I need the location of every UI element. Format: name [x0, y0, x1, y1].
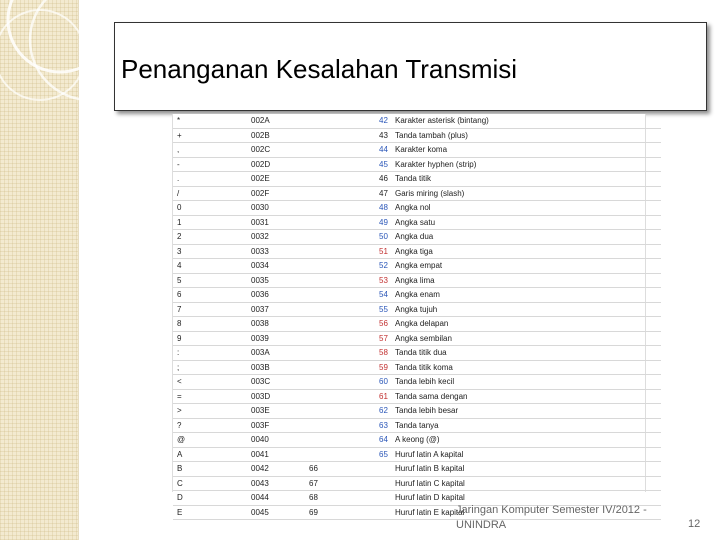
decimal-value: 51: [379, 246, 388, 256]
char-cell: ;: [173, 360, 247, 375]
spacer: [309, 290, 379, 299]
decimal-value: 56: [379, 319, 388, 329]
decimal-cell: [305, 172, 391, 187]
decimal-value: 65: [379, 449, 388, 459]
hex-cell: 0044: [247, 491, 305, 506]
char-cell: D: [173, 491, 247, 506]
char-cell: 3: [173, 244, 247, 259]
decimal-value: 58: [379, 348, 388, 358]
spacer: [309, 131, 379, 140]
char-cell: 7: [173, 302, 247, 317]
char-cell: 8: [173, 317, 247, 332]
decimal-cell: [305, 230, 391, 245]
description-cell: Huruf latin D kapital: [391, 491, 661, 506]
spacer: [309, 363, 379, 372]
spacer: [309, 406, 379, 415]
decimal-cell: [305, 331, 391, 346]
char-cell: =: [173, 389, 247, 404]
description-cell: Karakter asterisk (bintang): [391, 114, 661, 128]
description-cell: Tanda titik koma: [391, 360, 661, 375]
char-cell: 6: [173, 288, 247, 303]
description-cell: Tanda lebih besar: [391, 404, 661, 419]
hex-cell: 003B: [247, 360, 305, 375]
spacer: [309, 232, 379, 241]
decimal-cell: [305, 244, 391, 259]
hex-cell: 003D: [247, 389, 305, 404]
spacer: [309, 189, 379, 198]
decimal-plain: 69: [309, 507, 318, 517]
decimal-cell: [305, 288, 391, 303]
decimal-cell: [305, 360, 391, 375]
hex-cell: 002C: [247, 143, 305, 158]
decimal-plain: 66: [309, 464, 318, 474]
decimal-cell: [305, 375, 391, 390]
spacer: [309, 421, 379, 430]
spacer: [309, 261, 379, 270]
hex-cell: 003C: [247, 375, 305, 390]
decimal-cell: [305, 317, 391, 332]
decimal-cell: [305, 389, 391, 404]
hex-cell: 0031: [247, 215, 305, 230]
hex-cell: 0045: [247, 505, 305, 520]
hex-cell: 002F: [247, 186, 305, 201]
spacer: [309, 218, 379, 227]
decimal-value: 48: [379, 203, 388, 213]
table-row: [173, 143, 661, 158]
table-row: [173, 244, 661, 259]
decimal-cell: [305, 346, 391, 361]
decimal-cell: [305, 433, 391, 448]
table-row: [173, 201, 661, 216]
table-row: [173, 114, 661, 128]
table-row: [173, 259, 661, 274]
hex-cell: 0043: [247, 476, 305, 491]
decimal-value: 44: [379, 145, 388, 155]
decimal-value: 42: [379, 116, 388, 126]
decorative-sidebar: [0, 0, 79, 540]
hex-cell: 0040: [247, 433, 305, 448]
table-row: [173, 215, 661, 230]
hex-cell: 0030: [247, 201, 305, 216]
decimal-cell: [305, 302, 391, 317]
decimal-cell: [305, 418, 391, 433]
table-row: [173, 476, 661, 491]
description-cell: Angka delapan: [391, 317, 661, 332]
char-cell: /: [173, 186, 247, 201]
decimal-value: 47: [379, 188, 388, 198]
hex-cell: 003A: [247, 346, 305, 361]
description-cell: Angka dua: [391, 230, 661, 245]
char-cell: 0: [173, 201, 247, 216]
table-row: [173, 462, 661, 477]
char-cell: ?: [173, 418, 247, 433]
description-cell: Huruf latin A kapital: [391, 447, 661, 462]
spacer: [309, 377, 379, 386]
description-cell: Karakter hyphen (strip): [391, 157, 661, 172]
description-cell: Tanda tanya: [391, 418, 661, 433]
spacer: [309, 160, 379, 169]
description-cell: Angka tujuh: [391, 302, 661, 317]
hex-cell: 002A: [247, 114, 305, 128]
hex-cell: 0039: [247, 331, 305, 346]
decimal-value: 61: [379, 391, 388, 401]
description-cell: Tanda sama dengan: [391, 389, 661, 404]
hex-cell: 0042: [247, 462, 305, 477]
char-cell: @: [173, 433, 247, 448]
decimal-value: 54: [379, 290, 388, 300]
description-cell: Angka nol: [391, 201, 661, 216]
spacer: [309, 276, 379, 285]
decimal-value: 45: [379, 159, 388, 169]
decimal-value: 62: [379, 406, 388, 416]
decimal-value: 50: [379, 232, 388, 242]
description-cell: Tanda tambah (plus): [391, 128, 661, 143]
decimal-cell: [305, 201, 391, 216]
footer-line-1: Jaringan Komputer Semester IV/2012 -: [456, 504, 647, 516]
spacer: [309, 145, 379, 154]
spacer: [309, 305, 379, 314]
table-row: [173, 346, 661, 361]
spacer: [309, 435, 379, 444]
char-cell: 9: [173, 331, 247, 346]
description-cell: Angka empat: [391, 259, 661, 274]
hex-cell: 0032: [247, 230, 305, 245]
decimal-value: 49: [379, 217, 388, 227]
decimal-cell: [305, 114, 391, 128]
hex-cell: 003E: [247, 404, 305, 419]
char-cell: E: [173, 505, 247, 520]
decimal-cell: [305, 476, 391, 491]
slide-title: Penanganan Kesalahan Transmisi: [121, 54, 518, 84]
char-cell: .: [173, 172, 247, 187]
decimal-value: 53: [379, 275, 388, 285]
char-cell: A: [173, 447, 247, 462]
table-row: [173, 331, 661, 346]
decimal-value: 63: [379, 420, 388, 430]
table-row: [173, 128, 661, 143]
spacer: [309, 450, 379, 459]
decimal-value: 59: [379, 362, 388, 372]
table-row: [173, 172, 661, 187]
ascii-table: [173, 114, 661, 520]
spacer: [309, 334, 379, 343]
description-cell: Huruf latin B kapital: [391, 462, 661, 477]
spacer: [309, 174, 379, 183]
char-cell: ,: [173, 143, 247, 158]
description-cell: Huruf latin E kapital: [391, 505, 661, 520]
char-cell: B: [173, 462, 247, 477]
table-row: [173, 447, 661, 462]
char-cell: -: [173, 157, 247, 172]
char-cell: :: [173, 346, 247, 361]
table-row: [173, 389, 661, 404]
hex-cell: 0035: [247, 273, 305, 288]
hex-cell: 0041: [247, 447, 305, 462]
decimal-plain: 67: [309, 478, 318, 488]
description-cell: A keong (@): [391, 433, 661, 448]
decimal-cell: [305, 157, 391, 172]
decimal-value: 52: [379, 261, 388, 271]
table-row: [173, 230, 661, 245]
table-row: [173, 186, 661, 201]
description-cell: Angka enam: [391, 288, 661, 303]
description-cell: Angka satu: [391, 215, 661, 230]
description-cell: Tanda lebih kecil: [391, 375, 661, 390]
char-cell: 1: [173, 215, 247, 230]
decimal-cell: [305, 128, 391, 143]
hex-cell: 002D: [247, 157, 305, 172]
char-cell: +: [173, 128, 247, 143]
hex-cell: 003F: [247, 418, 305, 433]
decimal-cell: [305, 259, 391, 274]
description-cell: Angka lima: [391, 273, 661, 288]
title-box: [114, 22, 707, 111]
spacer: [309, 116, 379, 125]
description-cell: Angka sembilan: [391, 331, 661, 346]
page-number: 12: [688, 518, 701, 530]
char-cell: >: [173, 404, 247, 419]
decimal-cell: [305, 404, 391, 419]
hex-cell: 002B: [247, 128, 305, 143]
table-row: [173, 288, 661, 303]
table-row: [173, 157, 661, 172]
decimal-cell: [305, 273, 391, 288]
spacer: [309, 348, 379, 357]
spacer: [309, 392, 379, 401]
hex-cell: 0036: [247, 288, 305, 303]
description-cell: Garis miring (slash): [391, 186, 661, 201]
hex-cell: 0033: [247, 244, 305, 259]
spacer: [309, 247, 379, 256]
table-row: [173, 302, 661, 317]
table-row: [173, 433, 661, 448]
footer-text: [456, 503, 686, 533]
decimal-value: 55: [379, 304, 388, 314]
char-cell: 2: [173, 230, 247, 245]
table-row: [173, 404, 661, 419]
char-cell: <: [173, 375, 247, 390]
decimal-value: 43: [379, 130, 388, 140]
decimal-cell: [305, 505, 391, 520]
description-cell: Tanda titik dua: [391, 346, 661, 361]
description-cell: Angka tiga: [391, 244, 661, 259]
spacer: [309, 203, 379, 212]
hex-cell: 0038: [247, 317, 305, 332]
decimal-value: 60: [379, 377, 388, 387]
hex-cell: 0037: [247, 302, 305, 317]
char-cell: 4: [173, 259, 247, 274]
decimal-cell: [305, 447, 391, 462]
table-row: [173, 375, 661, 390]
decimal-plain: 68: [309, 493, 318, 503]
decimal-value: 64: [379, 435, 388, 445]
table-row: [173, 360, 661, 375]
description-cell: Karakter koma: [391, 143, 661, 158]
decimal-cell: [305, 491, 391, 506]
decimal-cell: [305, 215, 391, 230]
decimal-cell: [305, 186, 391, 201]
decimal-value: 57: [379, 333, 388, 343]
decimal-cell: [305, 143, 391, 158]
hex-cell: 0034: [247, 259, 305, 274]
char-cell: *: [173, 114, 247, 128]
table-row: [173, 317, 661, 332]
table-row: [173, 273, 661, 288]
table-row: [173, 418, 661, 433]
description-cell: Huruf latin C kapital: [391, 476, 661, 491]
footer-line-2: UNINDRA: [456, 519, 507, 531]
decimal-cell: [305, 462, 391, 477]
description-cell: Tanda titik: [391, 172, 661, 187]
char-cell: C: [173, 476, 247, 491]
hex-cell: 002E: [247, 172, 305, 187]
spacer: [309, 319, 379, 328]
decimal-value: 46: [379, 174, 388, 184]
char-cell: 5: [173, 273, 247, 288]
